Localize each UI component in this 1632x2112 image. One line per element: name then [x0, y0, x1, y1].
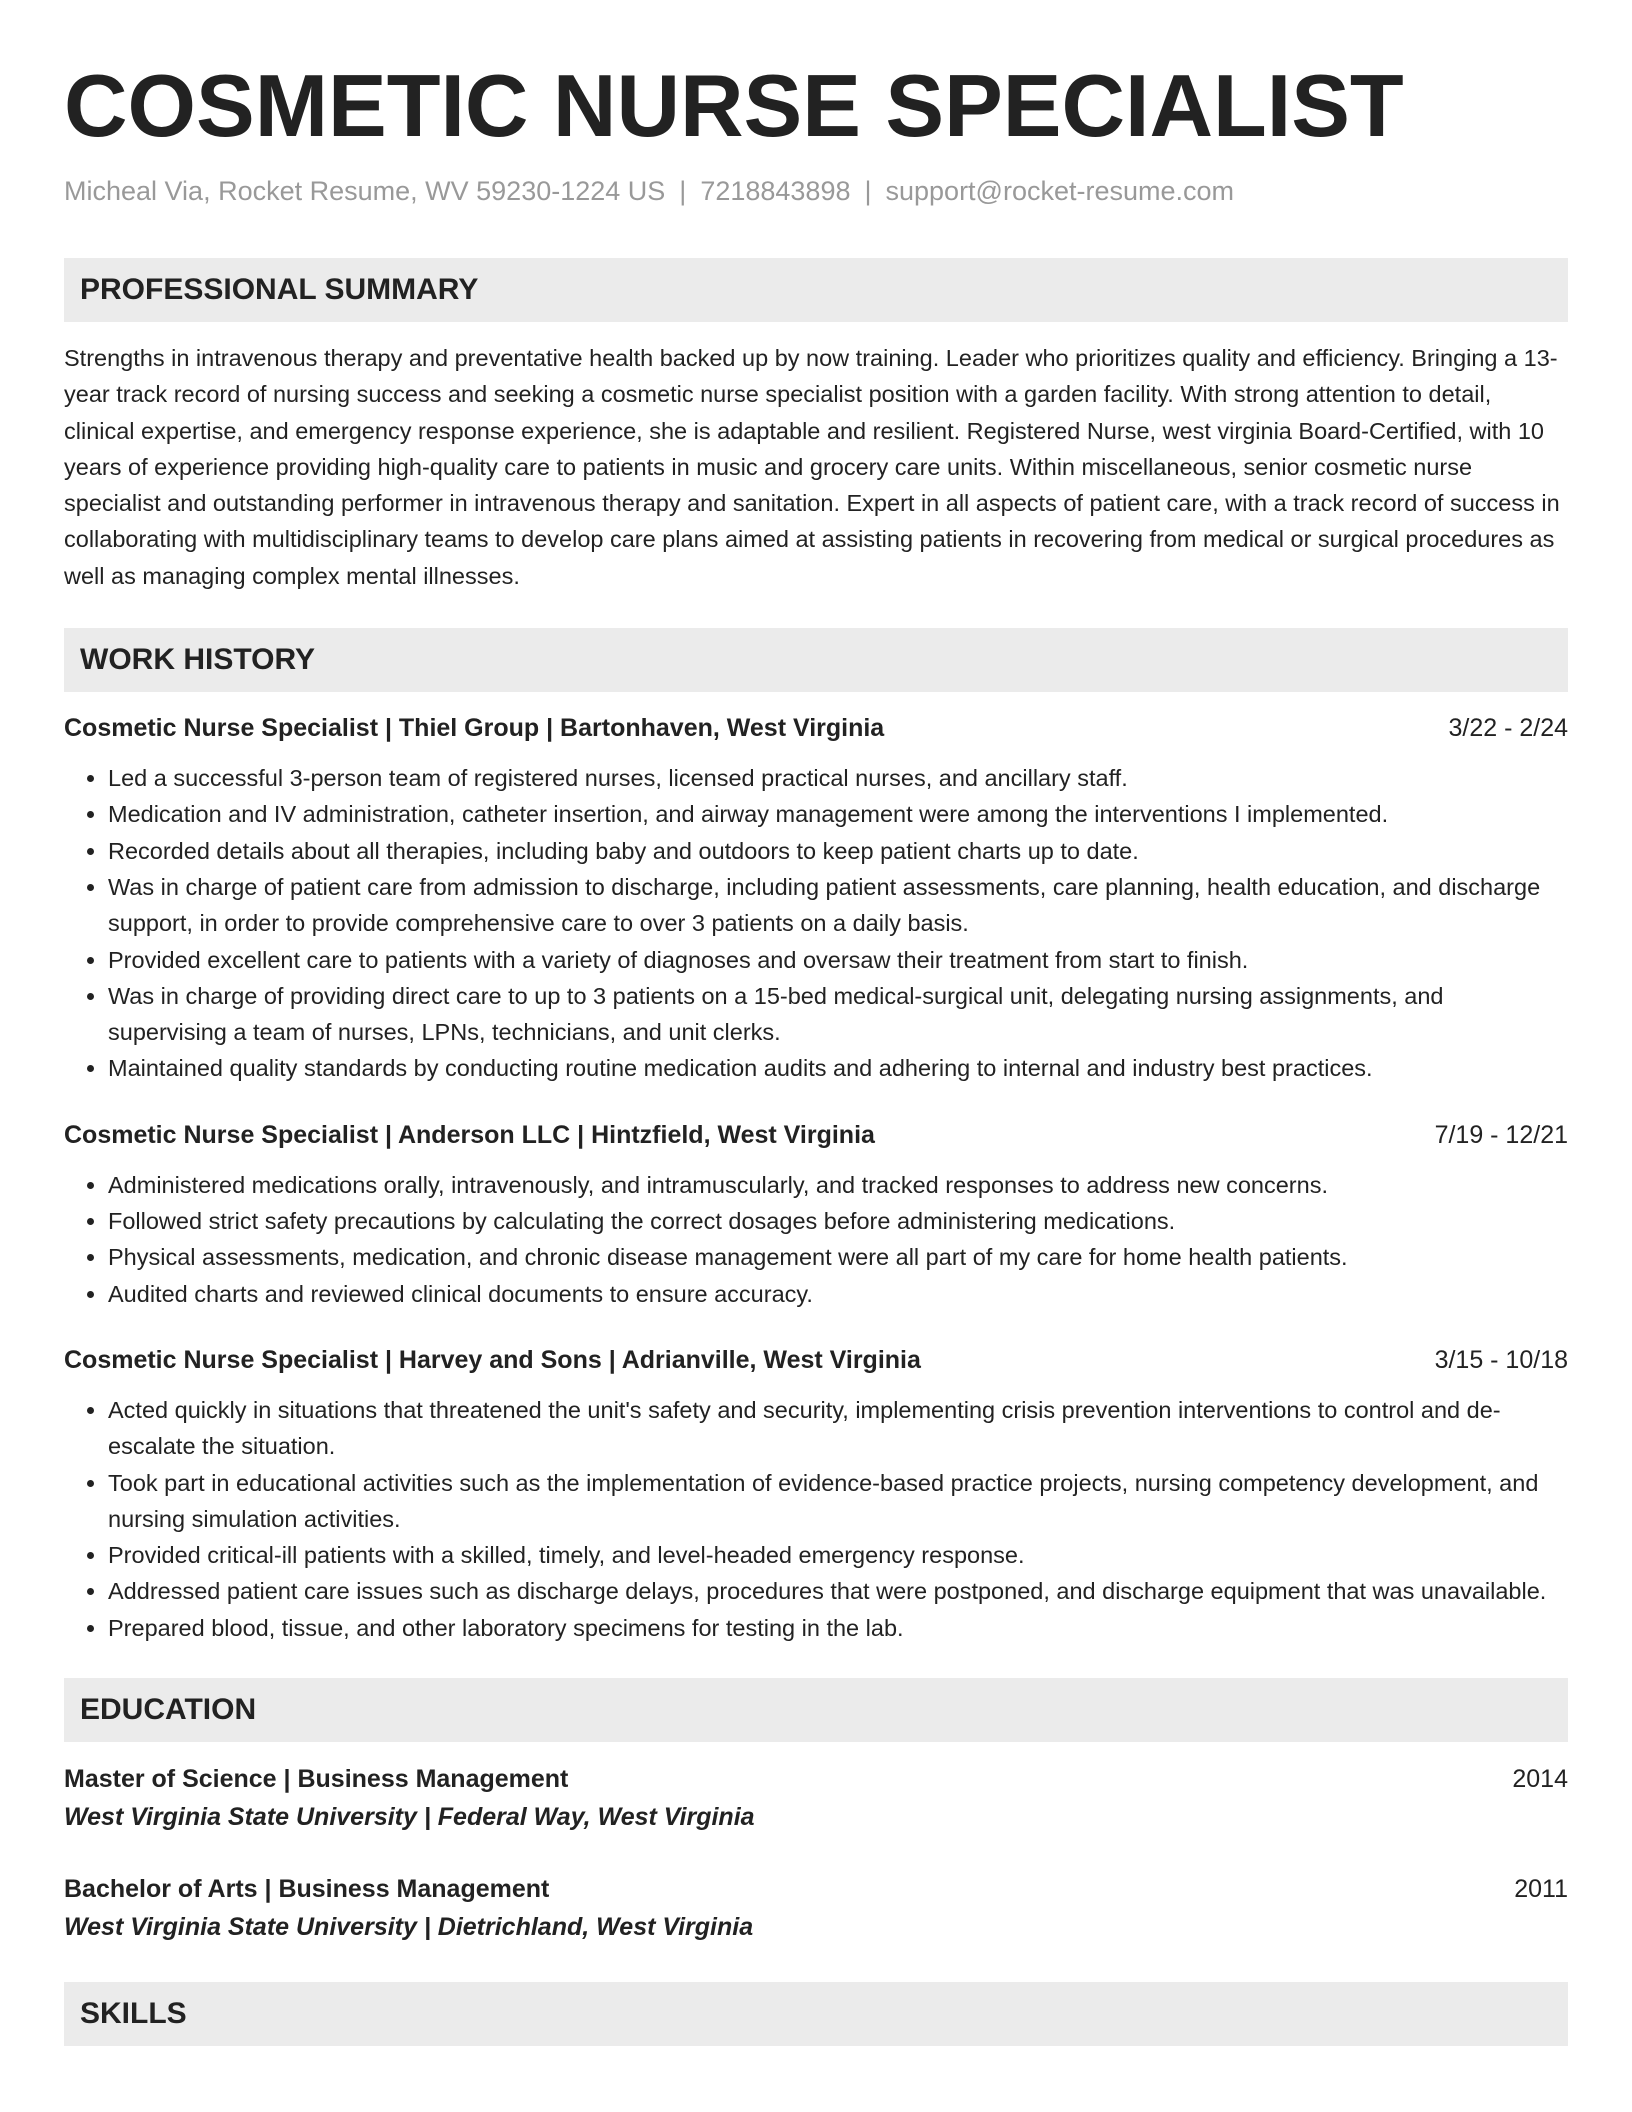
education-school: West Virginia State University | Dietrichland, West Virginia — [64, 1913, 754, 1942]
job-dates: 3/22 - 2/24 — [1448, 714, 1568, 743]
job-title: Cosmetic Nurse Specialist | Harvey and Sons | Adrianville, West Virginia — [64, 1345, 921, 1374]
contact-separator: | — [679, 176, 687, 206]
education-year: 2014 — [1512, 1765, 1568, 1794]
contact-separator: | — [864, 176, 872, 206]
job-entry — [64, 1342, 1568, 1646]
job-title: Cosmetic Nurse Specialist | Anderson LLC | Hintzfield, West Virginia — [64, 1120, 875, 1149]
contact-phone: 7218843898 — [700, 176, 851, 206]
job-bullet: • Was in charge of patient care from admission to discharge, including patient assessments, care planning, health education, and discharge support, in order to provide comprehensive care to over 3 patients on a daily basis. — [108, 869, 1568, 942]
contact-line — [64, 174, 1568, 208]
contact-address: Micheal Via, Rocket Resume, WV 59230-1224 US — [64, 176, 666, 206]
section-header-skills: SKILLS — [64, 1982, 1568, 2046]
job-bullet: • Addressed patient care issues such as discharge delays, procedures that were postponed, and discharge equipment that was unavailable. — [108, 1573, 1568, 1609]
resume-title: COSMETIC NURSE SPECIALIST — [64, 56, 1404, 155]
education-degree: Bachelor of Arts | Business Management — [64, 1875, 550, 1904]
education-year: 2011 — [1514, 1875, 1568, 1904]
summary-text: Strengths in intravenous therapy and preventative health backed up by now training. Leader who prioritizes quality and efficiency. Bringing a 13-year track record of nursing success and seeking a cosmetic nurse specialist position with a garden facility. With strong attention to detail, clinical expertise, and emergency response experience, she is adaptable and resilient. Registered Nurse, west virginia Board-Certified, with 10 years of experience providing high-quality care to patients in music and grocery care units. Within miscellaneous, senior cosmetic nurse specialist and outstanding performer in intravenous therapy and sanitation. Expert in all aspects of patient care, with a track record of success in collaborating with multidisciplinary teams to develop care plans aimed at assisting patients in recovering from medical or surgical procedures as well as managing complex mental illnesses. — [64, 345, 1560, 589]
section-header-summary: PROFESSIONAL SUMMARY — [64, 258, 1568, 322]
job-bullet: • Audited charts and reviewed clinical documents to ensure accuracy. — [108, 1276, 1568, 1312]
job-entry — [64, 1117, 1568, 1312]
job-bullet: • Led a successful 3-person team of registered nurses, licensed practical nurses, and ancillary staff. — [108, 760, 1568, 796]
job-entry — [64, 710, 1568, 1087]
education-entry — [64, 1870, 1568, 1946]
job-dates: 3/15 - 10/18 — [1434, 1345, 1568, 1374]
job-header — [64, 1117, 1568, 1153]
education-degree: Master of Science | Business Management — [64, 1765, 569, 1794]
job-bullet: • Followed strict safety precautions by calculating the correct dosages before administering medications. — [108, 1203, 1568, 1239]
job-bullet: • Medication and IV administration, catheter insertion, and airway management were among the interventions I implemented. — [108, 796, 1568, 832]
education-school: West Virginia State University | Federal Way, West Virginia — [64, 1803, 755, 1832]
job-bullets — [64, 1167, 1568, 1312]
job-bullet: • Acted quickly in situations that threatened the unit's safety and security, implementing crisis prevention interventions to control and de-escalate the situation. — [108, 1392, 1568, 1465]
job-header — [64, 1342, 1568, 1378]
job-bullet: • Administered medications orally, intravenously, and intramuscularly, and tracked responses to address new concerns. — [108, 1167, 1568, 1203]
job-bullet: • Recorded details about all therapies, including baby and outdoors to keep patient charts up to date. — [108, 833, 1568, 869]
section-header-education: EDUCATION — [64, 1678, 1568, 1742]
job-bullet: • Prepared blood, tissue, and other laboratory specimens for testing in the lab. — [108, 1610, 1568, 1646]
job-bullet: • Was in charge of providing direct care to up to 3 patients on a 15-bed medical-surgical unit, delegating nursing assignments, and supervising a team of nurses, LPNs, technicians, and unit clerks. — [108, 978, 1568, 1051]
job-bullet: • Provided critical-ill patients with a skilled, timely, and level-headed emergency response. — [108, 1537, 1568, 1573]
job-bullet: • Took part in educational activities such as the implementation of evidence-based practice projects, nursing competency development, and nursing simulation activities. — [108, 1465, 1568, 1538]
job-bullet: • Maintained quality standards by conducting routine medication audits and adhering to internal and industry best practices. — [108, 1050, 1568, 1086]
job-header — [64, 710, 1568, 746]
contact-email: support@rocket-resume.com — [885, 176, 1235, 206]
job-title: Cosmetic Nurse Specialist | Thiel Group | Bartonhaven, West Virginia — [64, 714, 885, 743]
education-header — [64, 1870, 1568, 1908]
education-entry — [64, 1760, 1568, 1836]
resume-page — [64, 56, 1568, 2046]
job-bullets — [64, 760, 1568, 1087]
job-bullets — [64, 1392, 1568, 1646]
job-bullet: • Physical assessments, medication, and chronic disease management were all part of my care for home health patients. — [108, 1239, 1568, 1275]
section-header-work-history: WORK HISTORY — [64, 628, 1568, 692]
education-header — [64, 1760, 1568, 1798]
job-bullet: • Provided excellent care to patients with a variety of diagnoses and oversaw their treatment from start to finish. — [108, 942, 1568, 978]
job-dates: 7/19 - 12/21 — [1434, 1120, 1568, 1149]
